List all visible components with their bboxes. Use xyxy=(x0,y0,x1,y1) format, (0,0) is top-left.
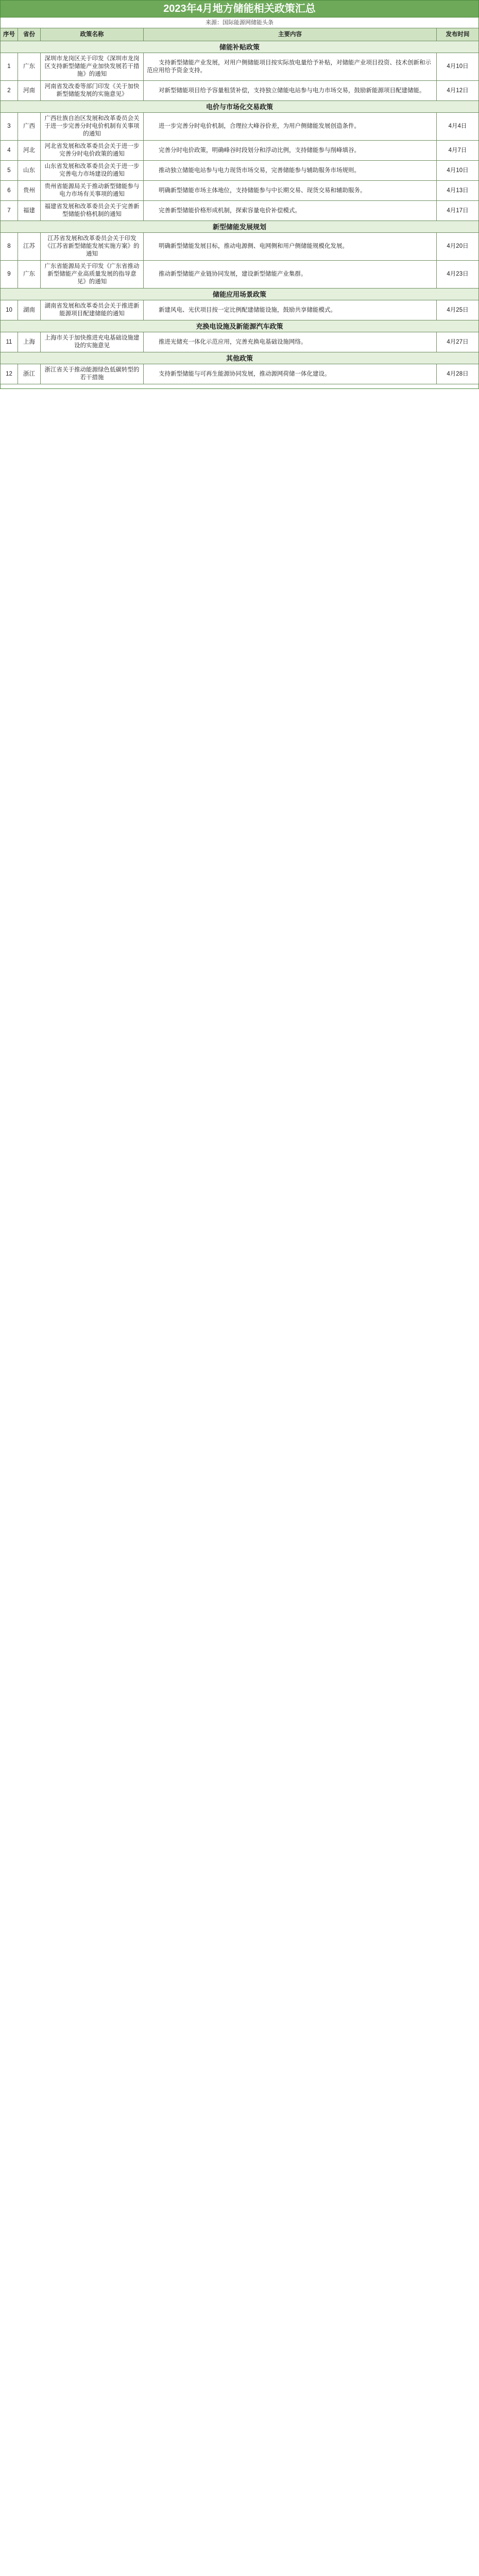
cell-content: 推进光储充一体化示范应用，完善充换电基础设施网络。 xyxy=(144,332,437,352)
cell-province: 广东 xyxy=(18,53,41,81)
cell-date: 4月10日 xyxy=(437,161,479,181)
cell-index: 8 xyxy=(1,233,18,261)
cell-province: 贵州 xyxy=(18,181,41,201)
section-header-row xyxy=(1,41,479,53)
cell-index: 7 xyxy=(1,201,18,221)
cell-content: 进一步完善分时电价机制，合理拉大峰谷价差，为用户侧储能发展创造条件。 xyxy=(144,113,437,141)
table-row xyxy=(1,161,479,181)
table-row xyxy=(1,233,479,261)
section-title: 电价与市场化交易政策 xyxy=(1,101,479,113)
cell-content: 明确新型储能市场主体地位，支持储能参与中长期交易、现货交易和辅助服务。 xyxy=(144,181,437,201)
cell-province: 湖南 xyxy=(18,300,41,320)
cell-content: 对新型储能项目给予容量租赁补偿，支持独立储能电站参与电力市场交易，鼓励新能源项目配建储能。 xyxy=(144,81,437,101)
cell-index: 5 xyxy=(1,161,18,181)
cell-index: 11 xyxy=(1,332,18,352)
policy-table xyxy=(0,28,479,384)
table-body xyxy=(1,41,479,384)
page-title: 2023年4月地方储能相关政策汇总 xyxy=(0,0,479,18)
cell-policy-name: 山东省发展和改革委员会关于进一步完善电力市场建设的通知 xyxy=(41,161,144,181)
cell-content: 支持新型储能产业发展，对用户侧储能项目按实际放电量给予补贴，对储能产业项目投资、技术创新和示范应用给予资金支持。 xyxy=(144,53,437,81)
cell-policy-name: 广东省能源局关于印发《广东省推动新型储能产业高质量发展的指导意见》的通知 xyxy=(41,261,144,289)
cell-date: 4月23日 xyxy=(437,261,479,289)
cell-province: 河南 xyxy=(18,81,41,101)
col-header-index: 序号 xyxy=(1,28,18,41)
cell-index: 9 xyxy=(1,261,18,289)
cell-policy-name: 广西壮族自治区发展和改革委员会关于进一步完善分时电价机制有关事项的通知 xyxy=(41,113,144,141)
cell-province: 福建 xyxy=(18,201,41,221)
cell-province: 浙江 xyxy=(18,364,41,384)
section-title: 储能应用场景政策 xyxy=(1,289,479,300)
col-header-date: 发布时间 xyxy=(437,28,479,41)
cell-policy-name: 浙江省关于推动能源绿色低碳转型的若干措施 xyxy=(41,364,144,384)
cell-index: 2 xyxy=(1,81,18,101)
cell-content: 推动独立储能电站参与电力现货市场交易，完善储能参与辅助服务市场规则。 xyxy=(144,161,437,181)
cell-date: 4月27日 xyxy=(437,332,479,352)
cell-policy-name: 河南省发改委等部门印发《关于加快新型储能发展的实施意见》 xyxy=(41,81,144,101)
cell-policy-name: 江苏省发展和改革委员会关于印发《江苏省新型储能发展实施方案》的通知 xyxy=(41,233,144,261)
table-header-row xyxy=(1,28,479,41)
cell-policy-name: 河北省发展和改革委员会关于进一步完善分时电价政策的通知 xyxy=(41,141,144,161)
table-row xyxy=(1,141,479,161)
cell-date: 4月20日 xyxy=(437,233,479,261)
source-note: 来源：国际能源网储能头条 xyxy=(0,18,479,28)
table-row xyxy=(1,53,479,81)
cell-date: 4月28日 xyxy=(437,364,479,384)
cell-content: 明确新型储能发展目标，推动电源侧、电网侧和用户侧储能规模化发展。 xyxy=(144,233,437,261)
section-header-row xyxy=(1,289,479,300)
cell-index: 4 xyxy=(1,141,18,161)
cell-date: 4月12日 xyxy=(437,81,479,101)
cell-policy-name: 贵州省能源局关于推动新型储能参与电力市场有关事项的通知 xyxy=(41,181,144,201)
col-header-province: 省份 xyxy=(18,28,41,41)
cell-date: 4月7日 xyxy=(437,141,479,161)
cell-date: 4月10日 xyxy=(437,53,479,81)
section-title: 储能补贴政策 xyxy=(1,41,479,53)
table-row xyxy=(1,81,479,101)
section-header-row xyxy=(1,221,479,233)
section-header-row xyxy=(1,101,479,113)
cell-policy-name: 湖南省发展和改革委员会关于推进新能源项目配建储能的通知 xyxy=(41,300,144,320)
col-header-policy-name: 政策名称 xyxy=(41,28,144,41)
cell-province: 江苏 xyxy=(18,233,41,261)
cell-province: 广西 xyxy=(18,113,41,141)
cell-date: 4月25日 xyxy=(437,300,479,320)
table-footer xyxy=(0,384,479,389)
cell-date: 4月17日 xyxy=(437,201,479,221)
section-header-row xyxy=(1,352,479,364)
cell-index: 1 xyxy=(1,53,18,81)
cell-content: 完善分时电价政策，明确峰谷时段划分和浮动比例，支持储能参与削峰填谷。 xyxy=(144,141,437,161)
cell-province: 广东 xyxy=(18,261,41,289)
cell-province: 河北 xyxy=(18,141,41,161)
cell-index: 6 xyxy=(1,181,18,201)
table-row xyxy=(1,261,479,289)
table-row xyxy=(1,332,479,352)
table-row xyxy=(1,300,479,320)
cell-index: 10 xyxy=(1,300,18,320)
page xyxy=(0,0,479,389)
section-title: 充换电设施及新能源汽车政策 xyxy=(1,320,479,332)
section-title: 其他政策 xyxy=(1,352,479,364)
cell-content: 支持新型储能与可再生能源协同发展，推动源网荷储一体化建设。 xyxy=(144,364,437,384)
cell-date: 4月13日 xyxy=(437,181,479,201)
cell-content: 完善新型储能价格形成机制，探索容量电价补偿模式。 xyxy=(144,201,437,221)
section-title: 新型储能发展规划 xyxy=(1,221,479,233)
section-header-row xyxy=(1,320,479,332)
table-row xyxy=(1,181,479,201)
table-row xyxy=(1,113,479,141)
cell-content: 推动新型储能产业链协同发展，建设新型储能产业集群。 xyxy=(144,261,437,289)
cell-index: 12 xyxy=(1,364,18,384)
cell-index: 3 xyxy=(1,113,18,141)
cell-province: 山东 xyxy=(18,161,41,181)
col-header-content: 主要内容 xyxy=(144,28,437,41)
cell-policy-name: 上海市关于加快推进充电基础设施建设的实施意见 xyxy=(41,332,144,352)
cell-policy-name: 福建省发展和改革委员会关于完善新型储能价格机制的通知 xyxy=(41,201,144,221)
table-row xyxy=(1,201,479,221)
cell-policy-name: 深圳市龙岗区关于印发《深圳市龙岗区支持新型储能产业加快发展若干措施》的通知 xyxy=(41,53,144,81)
cell-content: 新建风电、光伏项目按一定比例配建储能设施，鼓励共享储能模式。 xyxy=(144,300,437,320)
cell-date: 4月4日 xyxy=(437,113,479,141)
cell-province: 上海 xyxy=(18,332,41,352)
table-row xyxy=(1,364,479,384)
